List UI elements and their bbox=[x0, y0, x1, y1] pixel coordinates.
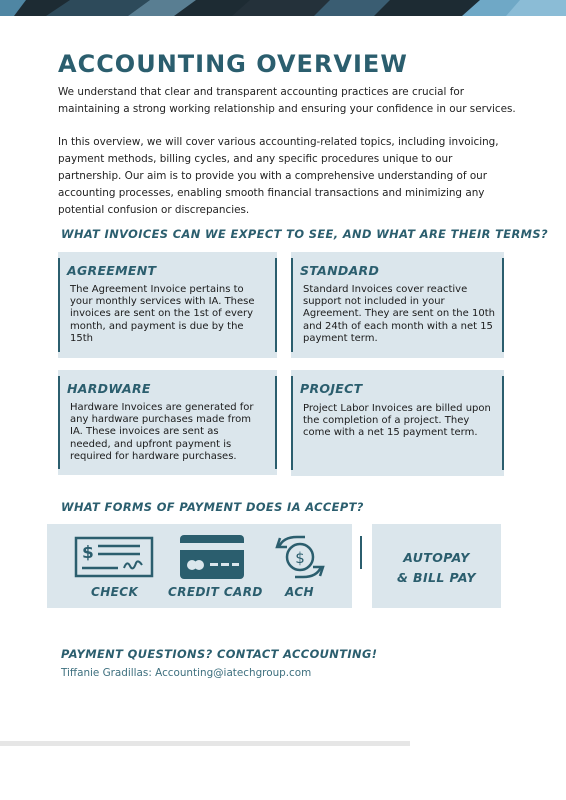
intro-paragraph-2: In this overview, we will cover various accounting-related topics, including invoicing, payment methods, billing cycles, and any specific procedures unique to our partnership. Our aim is to provide you with a comprehensive understanding of our accounting processes, enabling smooth financial transactions and minimizing any potential confusion or discrepancies. bbox=[58, 136, 499, 216]
card-accent-bar bbox=[275, 258, 277, 352]
page-title: ACCOUNTING OVERVIEW bbox=[58, 50, 408, 78]
bottom-divider bbox=[0, 741, 410, 746]
svg-text:$: $ bbox=[295, 549, 305, 567]
standard-invoice-card bbox=[291, 252, 504, 358]
card-title: PROJECT bbox=[300, 381, 363, 396]
ach-label: ACH bbox=[285, 585, 314, 599]
ach-transfer-icon bbox=[275, 533, 325, 581]
autopay-panel bbox=[372, 524, 501, 608]
card-accent-bar bbox=[291, 376, 293, 470]
contact-heading: PAYMENT QUESTIONS? CONTACT ACCOUNTING! bbox=[61, 647, 378, 661]
card-body: Project Labor Invoices are billed upon the completion of a project. They come with a net 15 payment term. bbox=[303, 403, 491, 439]
card-body: The Agreement Invoice pertains to your monthly services with IA. These invoices are sent on the 1st of every month, and payment is due by the 15th bbox=[70, 284, 255, 344]
intro-paragraph-1: We understand that clear and transparent accounting practices are crucial for maintaining a strong working relationship and ensuring your confidence in our services. bbox=[58, 86, 516, 115]
invoices-heading: WHAT INVOICES CAN WE EXPECT TO SEE, AND WHAT ARE THEIR TERMS? bbox=[61, 227, 549, 241]
top-banner bbox=[0, 0, 566, 16]
hardware-invoice-card bbox=[58, 370, 277, 475]
card-accent-bar bbox=[502, 376, 504, 470]
credit-card-icon bbox=[180, 535, 244, 579]
contact-info: Tiffanie Gradillas: Accounting@iatechgroup.com bbox=[61, 667, 312, 679]
card-title: AGREEMENT bbox=[67, 263, 157, 278]
card-accent-bar bbox=[291, 258, 293, 352]
card-accent-bar bbox=[275, 376, 277, 469]
agreement-invoice-card bbox=[58, 252, 277, 358]
card-body: Standard Invoices cover reactive support not included in your Agreement. They are sent on the 10th and 24th of each month with a net 15 payment term. bbox=[303, 284, 495, 344]
payment-methods-panel bbox=[47, 524, 352, 608]
bill-pay-label: & BILL PAY bbox=[396, 570, 477, 585]
svg-text:$: $ bbox=[82, 543, 94, 563]
divider bbox=[360, 536, 362, 569]
card-accent-bar bbox=[502, 258, 504, 352]
card-title: HARDWARE bbox=[67, 381, 151, 396]
autopay-label: AUTOPAY bbox=[403, 550, 470, 565]
payment-heading: WHAT FORMS OF PAYMENT DOES IA ACCEPT? bbox=[61, 500, 364, 514]
card-accent-bar bbox=[58, 376, 60, 469]
project-invoice-card bbox=[291, 370, 504, 476]
check-icon bbox=[74, 536, 154, 578]
check-label: CHECK bbox=[91, 585, 139, 599]
credit-card-label: CREDIT CARD bbox=[168, 585, 263, 599]
card-body: Hardware Invoices are generated for any hardware purchases made from IA. These invoices are sent as needed, and upfront payment is required for hardware purchases. bbox=[70, 402, 254, 462]
card-title: STANDARD bbox=[300, 263, 380, 278]
card-accent-bar bbox=[58, 258, 60, 352]
